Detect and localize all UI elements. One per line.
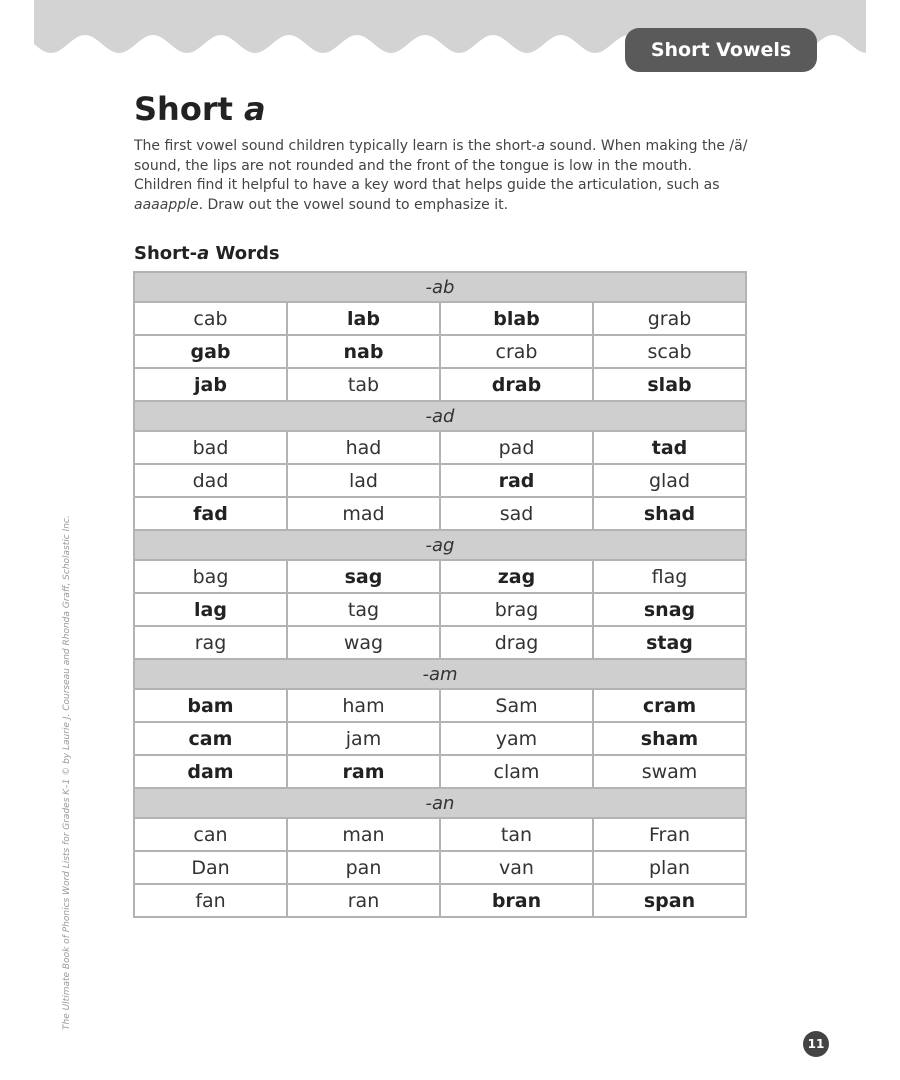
word-cell: plan (593, 851, 746, 884)
subhead-prefix: Short- (134, 243, 198, 264)
table-row (134, 884, 746, 917)
family-header-row (134, 788, 746, 818)
family-header: -ad (134, 401, 746, 431)
subhead-letter: a (197, 243, 210, 264)
table-row (134, 464, 746, 497)
word-cell: drag (440, 626, 593, 659)
word-cell: lab (287, 302, 440, 335)
family-header-row (134, 272, 746, 302)
title-letter: a (244, 90, 266, 128)
intro-text-1: The first vowel sound children typically learn is the short- (134, 138, 537, 154)
word-cell: jam (287, 722, 440, 755)
word-cell: van (440, 851, 593, 884)
page-number: 11 (803, 1031, 829, 1057)
word-cell: sad (440, 497, 593, 530)
word-cell: bad (134, 431, 287, 464)
word-cell: yam (440, 722, 593, 755)
intro-keyword: aaaapple (134, 196, 199, 213)
word-cell: tab (287, 368, 440, 401)
word-cell: ram (287, 755, 440, 788)
table-row (134, 368, 746, 401)
word-cell: can (134, 818, 287, 851)
word-cell: brag (440, 593, 593, 626)
word-cell: shad (593, 497, 746, 530)
word-cell: tad (593, 431, 746, 464)
word-cell: rag (134, 626, 287, 659)
word-cell: cab (134, 302, 287, 335)
word-cell: lad (287, 464, 440, 497)
word-cell: wag (287, 626, 440, 659)
word-cell: grab (593, 302, 746, 335)
table-row (134, 689, 746, 722)
word-cell: Dan (134, 851, 287, 884)
word-cell: gab (134, 335, 287, 368)
word-cell: slab (593, 368, 746, 401)
table-row (134, 302, 746, 335)
word-cell: bran (440, 884, 593, 917)
word-cell: tag (287, 593, 440, 626)
family-header-row (134, 530, 746, 560)
copyright-credit: The Ultimate Book of Phonics Word Lists for Grades K–1 © by Laurie J. Courseau and Rhonda Graff, Scholastic Inc. (62, 515, 72, 1030)
table-row (134, 818, 746, 851)
word-cell: fan (134, 884, 287, 917)
table-row (134, 851, 746, 884)
word-cell: had (287, 431, 440, 464)
word-cell: sham (593, 722, 746, 755)
word-cell: Sam (440, 689, 593, 722)
table-row (134, 755, 746, 788)
word-cell: jab (134, 368, 287, 401)
word-cell: bag (134, 560, 287, 593)
intro-text-3: . Draw out the vowel sound to emphasize it. (198, 196, 509, 213)
family-header-row (134, 659, 746, 689)
word-cell: rad (440, 464, 593, 497)
table-row (134, 722, 746, 755)
word-cell: dam (134, 755, 287, 788)
word-cell: cram (593, 689, 746, 722)
word-cell: span (593, 884, 746, 917)
word-cell: lag (134, 593, 287, 626)
word-cell: fad (134, 497, 287, 530)
table-row (134, 626, 746, 659)
word-cell: tan (440, 818, 593, 851)
table-row (134, 497, 746, 530)
word-cell: glad (593, 464, 746, 497)
family-header: -an (134, 788, 746, 818)
word-cell: snag (593, 593, 746, 626)
word-cell: Fran (593, 818, 746, 851)
family-header-row (134, 401, 746, 431)
word-cell: mad (287, 497, 440, 530)
word-cell: man (287, 818, 440, 851)
word-cell: clam (440, 755, 593, 788)
word-cell: pad (440, 431, 593, 464)
title-prefix: Short (134, 90, 245, 128)
word-cell: flag (593, 560, 746, 593)
intro-paragraph (134, 137, 754, 215)
subhead-suffix: Words (209, 243, 280, 264)
word-cell: crab (440, 335, 593, 368)
word-cell: stag (593, 626, 746, 659)
word-cell: drab (440, 368, 593, 401)
section-badge: Short Vowels (625, 28, 817, 72)
word-cell: scab (593, 335, 746, 368)
family-header: -am (134, 659, 746, 689)
table-row (134, 593, 746, 626)
word-cell: cam (134, 722, 287, 755)
word-cell: blab (440, 302, 593, 335)
word-cell: ran (287, 884, 440, 917)
word-cell: dad (134, 464, 287, 497)
word-cell: sag (287, 560, 440, 593)
table-row (134, 335, 746, 368)
family-header: -ab (134, 272, 746, 302)
intro-text-2: sound. When making the /ä/ sound, the lips are not rounded and the front of the tongue is low in the mouth. Children find it helpful to have a key word that helps guide the articulation, such as (134, 138, 748, 193)
intro-italic-a: a (536, 138, 546, 154)
word-cell: nab (287, 335, 440, 368)
word-cell: bam (134, 689, 287, 722)
family-header: -ag (134, 530, 746, 560)
word-cell: ham (287, 689, 440, 722)
word-cell: zag (440, 560, 593, 593)
word-family-table (133, 271, 747, 918)
page-title (134, 90, 266, 128)
word-list-heading (134, 243, 280, 264)
table-row (134, 560, 746, 593)
word-cell: swam (593, 755, 746, 788)
word-cell: pan (287, 851, 440, 884)
table-row (134, 431, 746, 464)
